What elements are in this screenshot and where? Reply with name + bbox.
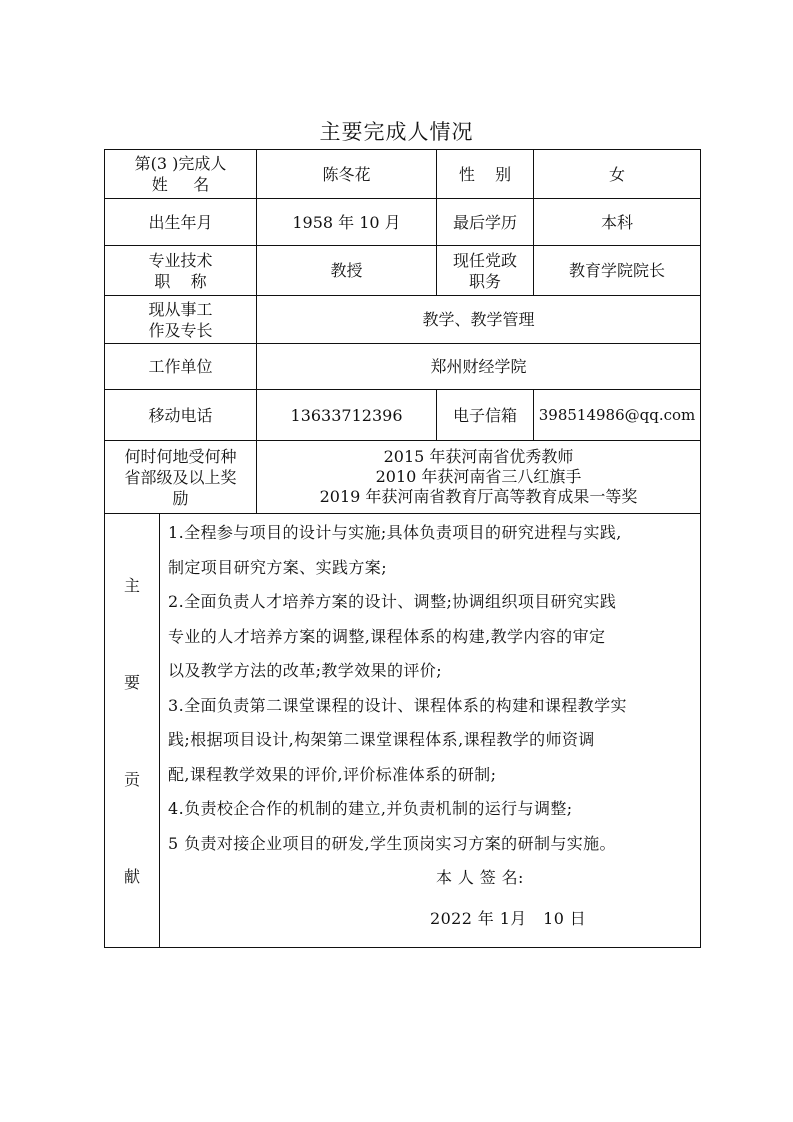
contribution-line: 践;根据项目设计,构架第二课堂课程体系,课程教学的师资调 <box>168 730 595 749</box>
phone-label: 移动电话 <box>105 390 257 441</box>
professional-title-label-line1: 专业技术 <box>148 250 213 270</box>
awards-label-line1: 何时何地受何种 <box>124 446 237 466</box>
work-label <box>105 296 257 344</box>
award-item: 2010 年获河南省三八红旗手 <box>375 467 582 486</box>
contribution-label-char: 献 <box>123 866 140 886</box>
awards-label-line3: 励 <box>172 488 189 508</box>
professional-title-label <box>105 246 257 296</box>
contribution-line: 2.全面负责人才培养方案的设计、调整;协调组织项目研究实践 <box>168 592 617 611</box>
contribution-line: 5 负责对接企业项目的研发,学生顶岗实习方案的研制与实施。 <box>168 833 616 853</box>
contribution-line: 专业的人才培养方案的调整,课程体系的构建,教学内容的审定 <box>168 626 606 646</box>
awards-list <box>257 441 701 514</box>
contribution-line: 4.负责校企合作的机制的建立,并负责机制的运行与调整; <box>168 799 573 818</box>
contribution-label-char: 要 <box>123 672 140 692</box>
contribution-content <box>160 514 701 948</box>
education-value: 本科 <box>534 199 701 246</box>
row-contribution <box>105 514 701 948</box>
phone-value: 13633712396 <box>257 390 437 441</box>
contribution-line: 配,课程教学效果的评价,评价标准体系的研制; <box>168 764 497 784</box>
contribution-line: 制定项目研究方案、实践方案; <box>168 557 387 577</box>
signature-date: 2022 年 1月 10 日 <box>430 908 587 928</box>
contribution-line: 1.全程参与项目的设计与实施;具体负责项目的研究进程与实践, <box>168 523 622 542</box>
name-label-line1: 第(3 )完成人 <box>134 154 227 173</box>
education-label: 最后学历 <box>437 199 534 246</box>
personnel-form-table <box>104 149 701 948</box>
work-label-line1: 现从事工 <box>148 299 213 319</box>
work-value: 教学、教学管理 <box>257 296 701 344</box>
award-item: 2015 年获河南省优秀教师 <box>383 447 574 466</box>
professional-title-label-line2: 职 称 <box>154 271 207 291</box>
email-value: 398514986@qq.com <box>534 390 701 441</box>
awards-label <box>105 441 257 514</box>
name-label-line2: 姓 名 <box>151 175 210 194</box>
awards-label-line2: 省部级及以上奖 <box>124 467 237 487</box>
award-item: 2019 年获河南省教育厅高等教育成果一等奖 <box>319 487 638 506</box>
unit-label: 工作单位 <box>105 344 257 390</box>
name-label <box>105 150 257 199</box>
row-work <box>105 296 701 344</box>
position-label <box>437 246 534 296</box>
row-unit <box>105 344 701 390</box>
page-title: 主要完成人情况 <box>319 120 474 144</box>
email-label: 电子信箱 <box>437 390 534 441</box>
row-contact <box>105 390 701 441</box>
contribution-line: 以及教学方法的改革;教学效果的评价; <box>168 661 442 680</box>
contribution-line: 3.全面负责第二课堂课程的设计、课程体系的构建和课程教学实 <box>168 695 627 715</box>
position-label-line2: 职务 <box>469 271 502 291</box>
professional-title-value: 教授 <box>257 246 437 296</box>
birth-value: 1958 年 10 月 <box>257 199 437 246</box>
gender-label: 性 别 <box>437 150 534 199</box>
contribution-label <box>105 514 160 948</box>
row-awards <box>105 441 701 514</box>
birth-label: 出生年月 <box>105 199 257 246</box>
contribution-label-char: 主 <box>123 575 140 595</box>
name-value: 陈冬花 <box>257 150 437 199</box>
position-label-line1: 现任党政 <box>453 250 518 270</box>
contribution-label-char: 贡 <box>123 769 140 789</box>
row-name <box>105 150 701 199</box>
row-professional-title <box>105 246 701 296</box>
gender-value: 女 <box>534 150 701 199</box>
row-birth <box>105 199 701 246</box>
signature-label: 本 人 签 名: <box>436 868 524 887</box>
position-value: 教育学院院长 <box>534 246 701 296</box>
work-label-line2: 作及专长 <box>148 320 213 340</box>
unit-value: 郑州财经学院 <box>257 344 701 390</box>
